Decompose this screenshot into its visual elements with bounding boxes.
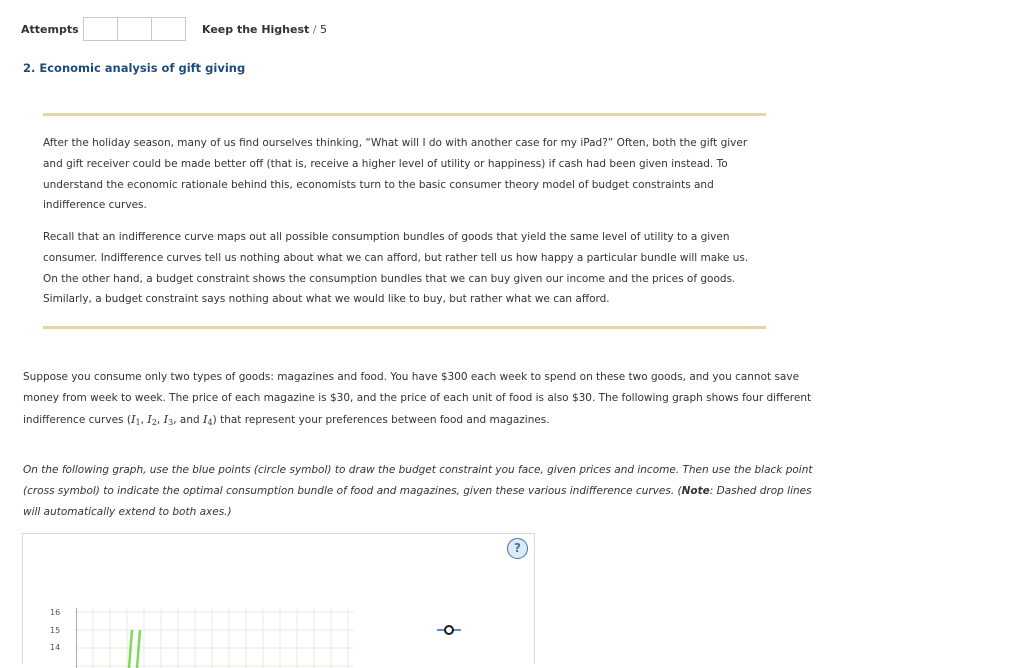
grading-mode: Keep the Highest xyxy=(202,23,310,36)
help-button[interactable]: ? xyxy=(507,538,528,559)
indifference-curve-i1 xyxy=(129,630,132,668)
attempt-box xyxy=(118,18,152,40)
score-separator: / xyxy=(312,23,317,36)
grid xyxy=(76,608,354,668)
curve-i2: $I_2$ xyxy=(147,411,157,427)
curve-i3: $I_3$ xyxy=(163,411,174,427)
curve-i1: $I_1$ xyxy=(130,411,141,427)
y-tick-label: 15 xyxy=(50,626,61,635)
grading-info xyxy=(202,23,327,36)
curve-i4: $I_4$ xyxy=(203,411,213,427)
intro-divider-top xyxy=(43,113,766,116)
black-point-tool[interactable] xyxy=(436,624,462,636)
black-point-icon[interactable] xyxy=(445,626,453,634)
intro-paragraph-1: After the holiday season, many of us find ourselves thinking, “What will I do with another case for my iPad?” Often, both the gift giver and gift receiver could be made better off (that is, receive a higher level of utility or happiness) if cash had been given instead. To understand the economic rationale behind this, economists turn to the basic consumer theory model of budget constraints and indifference curves. xyxy=(43,137,748,212)
y-tick-label: 14 xyxy=(50,643,61,652)
intro-divider-bottom xyxy=(43,326,766,329)
attempt-boxes xyxy=(83,17,186,41)
note-label: Note xyxy=(681,484,710,497)
score-max: 5 xyxy=(320,23,328,36)
plot-area[interactable] xyxy=(76,608,354,668)
attempts-label: Attempts xyxy=(21,22,79,36)
question-title: 2. Economic analysis of gift giving xyxy=(23,61,246,75)
instructions-paragraph: On the following graph, use the blue points (circle symbol) to draw the budget constraint you face, given prices and income. Then use the black point (cross symbol) to indicate the optimal consumption bundle of food and magazines, given these various indifference curves. (Note: Dashed drop lines will automatically extend to both axes.) xyxy=(23,464,813,518)
intro-paragraph-2: Recall that an indifference curve maps out all possible consumption bundles of goods that yield the same level of utility to a given consumer. Indifference curves tell us nothing about what we can afford, but rather tell us how happy a particular bundle will make us. On the other hand, a budget constraint shows the consumption bundles that we can buy given our income and the prices of goods. Similarly, a budget constraint says nothing about what we would like to buy, but rather what we can afford. xyxy=(43,231,749,306)
scenario-paragraph: Suppose you consume only two types of goods: magazines and food. You have $300 each week to spend on these two goods, and you cannot save money from week to week. The price of each magazine is $30, and the price of each unit of food is also $30. The following graph shows four different indifference curves ($I_1$, $I_2$, $I_3$, and $I_4$) that represent your preferences between food and magazines. xyxy=(23,371,812,427)
attempt-box xyxy=(152,18,185,40)
graph-panel[interactable] xyxy=(22,533,535,664)
scenario-text-1: Suppose you consume only two types of goods: magazines and food. You have $300 each week to spend on these two goods, and you cannot save money from week to week. The price of each magazine is $30, and the price of each unit of food is also $30. The following graph shows four different indifference curves ( xyxy=(23,371,812,426)
indifference-curve-i2 xyxy=(137,630,140,668)
y-tick-label: 16 xyxy=(50,608,61,617)
attempts-row xyxy=(21,17,186,41)
attempt-box xyxy=(84,18,118,40)
scenario-text-2: ) that represent your preferences between food and magazines. xyxy=(212,413,550,426)
